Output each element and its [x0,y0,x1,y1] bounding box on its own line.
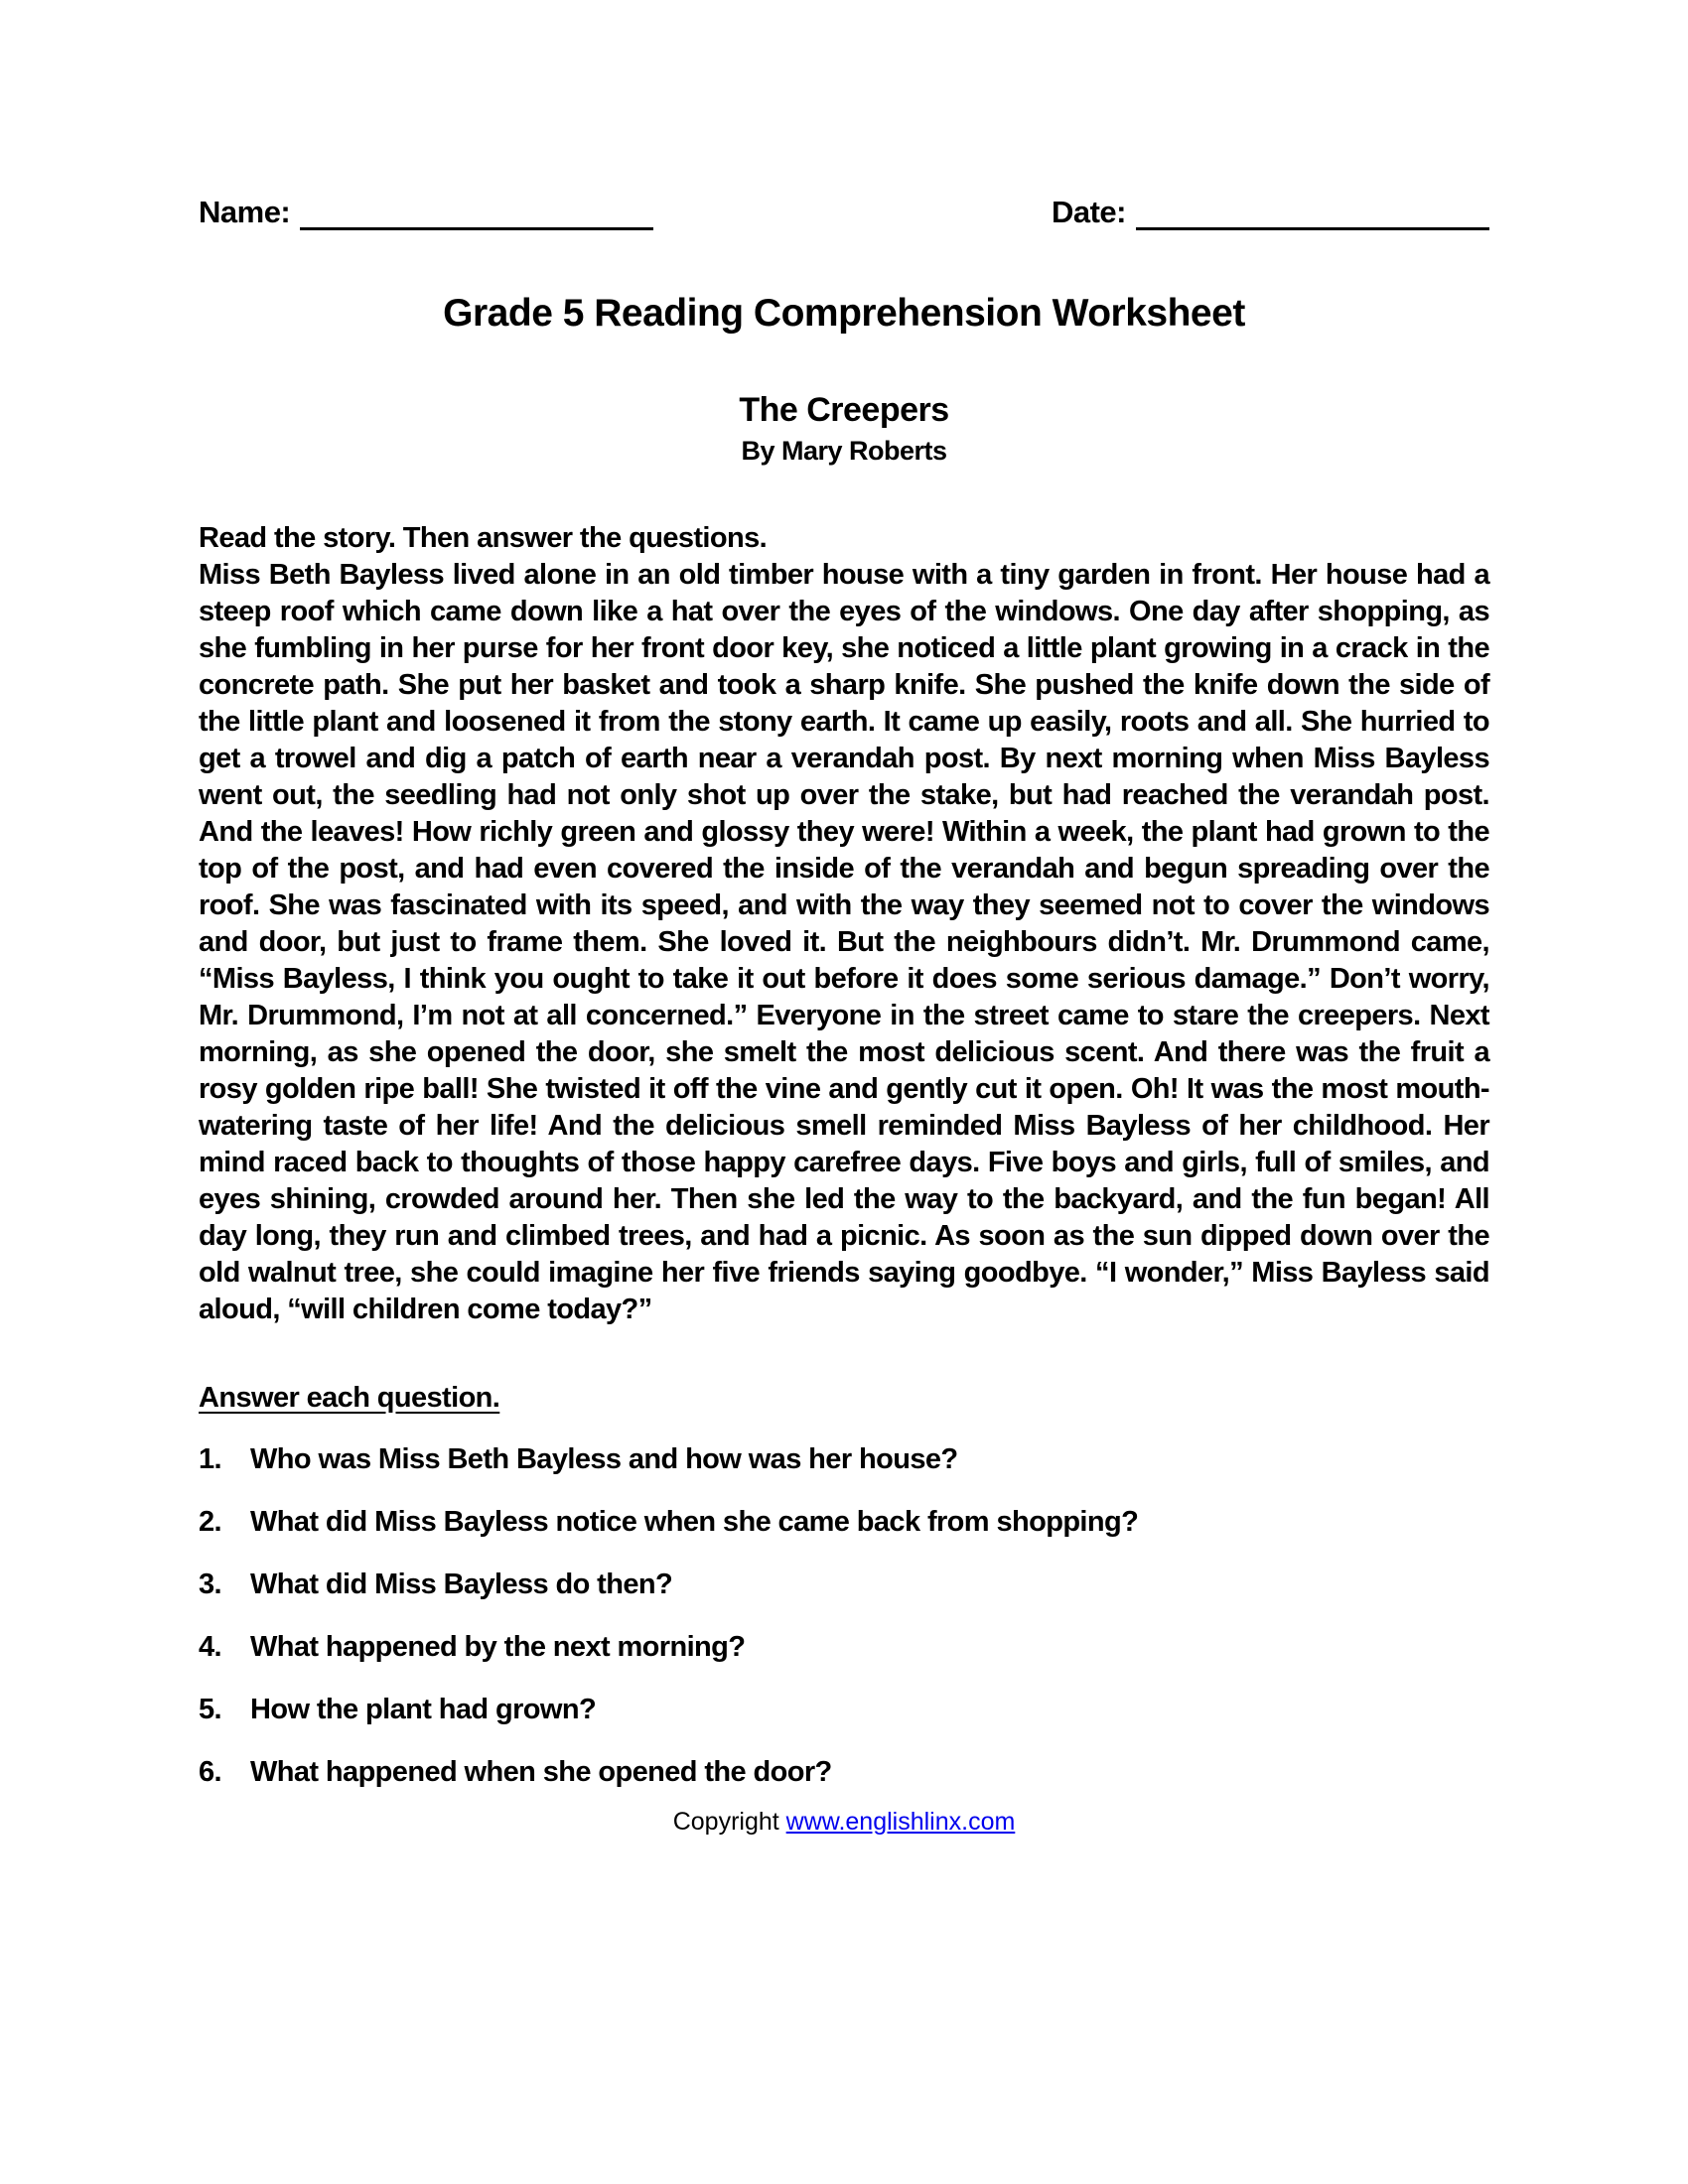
name-label: Name: [199,195,291,229]
question-row [199,1629,1489,1665]
questions-list [199,1441,1489,1790]
question-text: What happened when she opened the door? [250,1756,832,1788]
page-title: Grade 5 Reading Comprehension Worksheet [443,292,1245,335]
name-blank-line [300,197,653,230]
question-number: 1. [199,1443,221,1475]
date-field-group [1052,195,1489,230]
question-row [199,1567,1489,1602]
question-number: 4. [199,1631,221,1663]
question-number: 2. [199,1506,221,1538]
story-byline: By Mary Roberts [741,436,947,466]
copyright-link[interactable]: www.englishlinx.com [785,1808,1016,1836]
question-text: Who was Miss Beth Bayless and how was her house? [250,1443,958,1475]
story-instructions: Read the story. Then answer the questions. [199,522,768,554]
question-text: What happened by the next morning? [250,1631,746,1663]
question-row [199,1504,1489,1540]
question-number: 6. [199,1756,221,1788]
date-blank-line [1136,197,1489,230]
questions-heading: Answer each question. [199,1382,500,1414]
question-row [199,1692,1489,1727]
question-number: 3. [199,1569,221,1600]
header-row [199,195,1489,230]
story-paragraph: Miss Beth Bayless lived alone in an old timber house with a tiny garden in front. Her house had a steep roof which came down like a hat over the eyes of the windows. One day after shopping, as she fumbling in her purse for her front door key, she noticed a little plant growing in a crack in the concrete path. She put her basket and took a sharp knife. She pushed the knife down the side of the little plant and loosened it from the stony earth. It came up easily, roots and all. She hurried to get a trowel and dig a patch of earth near a verandah post. By next morning when Miss Bayless went out, the seedling had not only shot up over the stake, but had reached the verandah post. And the leaves! How richly green and glossy they were! Within a week, the plant had grown to the top of the post, and had even covered the inside of the verandah and begun spreading over the roof. She was fascinated with its speed, and with the way they seemed not to cover the windows and door, but just to frame them. She loved it. But the neighbours didn’t. Mr. Drummond came, “Miss Bayless, I think you ought to take it out before it does some serious damage.” Don’t worry, Mr. Drummond, I’m not at all concerned.” Everyone in the street came to stare the creepers. Next morning, as she opened the door, she smelt the most delicious scent. And there was the fruit a rosy golden ripe ball! She twisted it off the vine and gently cut it open. Oh! It was the most mouth-watering taste of her life! And the delicious smell reminded Miss Bayless of her childhood. Her mind raced back to thoughts of those happy carefree days. Five boys and girls, full of smiles, and eyes shining, crowded around her. Then she led the way to the backyard, and the fun began! All day long, they run and climbed trees, and had a picnic. As soon as the sun dipped down over the old walnut tree, she could imagine her five friends saying goodbye. “I wonder,” Miss Bayless said aloud, “will children come today?” [199,559,1489,1325]
footer [199,1808,1489,1837]
question-text: How the plant had grown? [250,1694,597,1725]
question-number: 5. [199,1694,221,1725]
question-text: What did Miss Bayless do then? [250,1569,673,1600]
copyright-label: Copyright [672,1808,786,1836]
date-label: Date: [1051,195,1126,229]
question-row [199,1754,1489,1790]
name-field-group [199,195,653,230]
story-title: The Creepers [739,391,949,429]
question-row [199,1441,1489,1477]
question-text: What did Miss Bayless notice when she came back from shopping? [250,1506,1139,1538]
